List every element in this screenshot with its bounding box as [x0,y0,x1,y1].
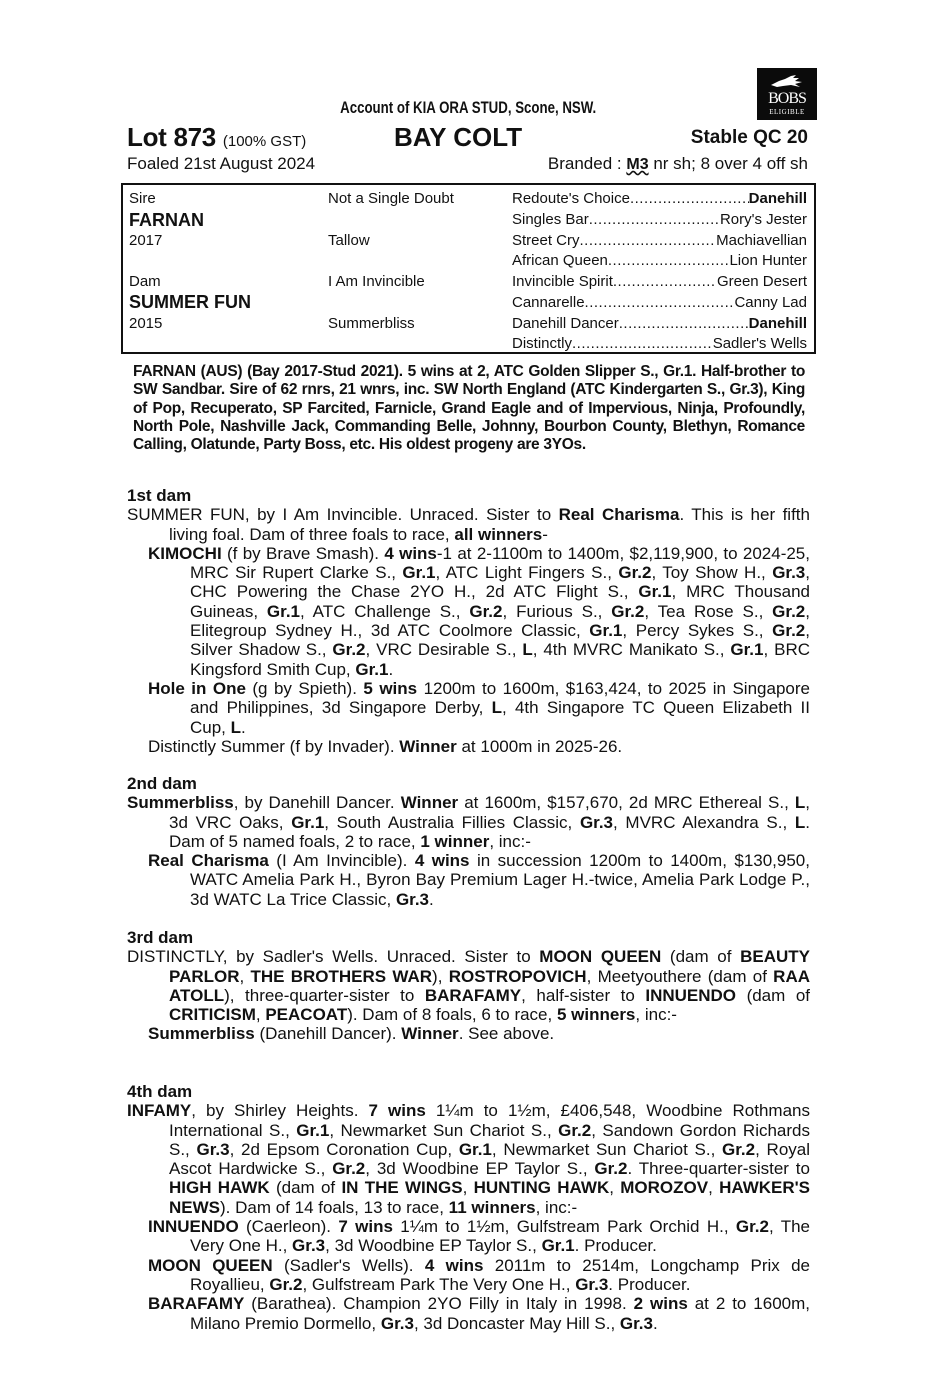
section-heading: 3rd dam [127,928,194,947]
gen3-row: African Queen ..... Lion Hunter [512,252,807,269]
logo-text-eligible: ELIGIBLE [769,108,805,116]
progeny-paragraph: Summerbliss (Danehill Dancer). Winner. See above. [148,1024,555,1044]
progeny-paragraph: Real Charisma (I Am Invincible). 4 wins in succession 1200m to 1400m, $130,950, WATC Amelia Park H., Byron Bay Premium Lager H.-twice, Amelia Park Lodge P., 3d WATC La Trice Classic, Gr.3. [148,851,810,909]
gen3-row: Invincible Spirit ..... Green Desert [512,273,807,290]
gen3-row: Redoute's Choice ..... Danehill [512,190,807,207]
progeny-paragraph: MOON QUEEN (Sadler's Wells). 4 wins 2011m to 2514m, Longchamp Prix de Royallieu, Gr.2, Gulfstream Park The Very One H., Gr.3. Producer. [148,1255,811,1294]
dam-section-2 [127,774,810,909]
dam-paragraph: INFAMY, by Shirley Heights. 7 wins 1¼m to 1½m, £406,548, Woodbine Rothmans International S., Gr.1, Newmarket Sun Chariot S., Gr.2, Sandown Gordon Richards S., Gr.3, 2d Epsom Coronation Cup, Gr.1, Newmarket Sun Chariot S., Gr.2, Royal Ascot Hardwicke S., Gr.2, 3d Woodbine EP Taylor S., Gr.2. Three-quarter-sister to HIGH HAWK (dam of IN THE WINGS, HUNTING HAWK, MOROZOV, HAWKER'S NEWS). Dam of 14 foals, 13 to race, 11 winners, inc:- [127,1101,811,1217]
gen3-row: Street Cry ..... Machiavellian [512,232,807,249]
progeny-paragraph: INNUENDO (Caerleon). 7 wins 1¼m to 1½m, Gulfstream Park Orchid H., Gr.2, The Very One H., Gr.3, 3d Woodbine EP Taylor S., Gr.1. Producer. [148,1217,811,1256]
gen3-row: Distinctly ..... Sadler's Wells [512,335,807,352]
logo-text-bobs: BOBS [768,90,806,107]
brand-info: Branded : M3 nr sh; 8 over 4 off sh [547,154,808,173]
sex-color: BAY COLT [394,122,523,152]
brand-mark: M3 [626,156,649,173]
dam-paragraph: DISTINCTLY, by Sadler's Wells. Unraced. Sister to MOON QUEEN (dam of BEAUTY PARLOR, THE BROTHERS WAR), ROSTROPOVICH, Meetyouthere (dam of RAA ATOLL), three-quarter-sister to BARAFAMY, half-sister to INNUENDO (dam of CRITICISM, PEACOAT). Dam of 8 foals, 6 to race, 5 winners, inc:- [127,947,811,1025]
section-body [127,505,810,756]
section-body [127,793,810,909]
lot-number: Lot 873 (100% GST) [127,122,307,152]
progeny-paragraph: Distinctly Summer (f by Invader). Winner at 1000m in 2025-26. [148,736,623,756]
stable-location: Stable QC 20 [690,127,808,148]
dam-sire: I Am Invincible [328,273,425,290]
section-heading: 1st dam [127,486,192,505]
sire-label: Sire [129,190,156,207]
gen3-row: Cannarelle ..... Canny Lad [512,294,807,311]
gen3-row: Singles Bar ..... Rory's Jester [512,211,807,228]
vendor-account: Account of KIA ORA STUD, Scone, NSW. [340,98,597,117]
sire-name: FARNAN [129,210,204,230]
section-body [127,947,810,1043]
dam-section-1 [127,486,810,756]
sire-dam: Tallow [328,232,370,249]
sire-year: 2017 [129,232,163,249]
dam-paragraph: Summerbliss, by Danehill Dancer. Winner at 1600m, $157,670, 2d MRC Ethereal S., L, 3d VRC Oaks, Gr.1, South Australia Fillies Classic, Gr.3, MVRC Alexandra S., L. Dam of 5 named foals, 2 to race, 1 winner, inc:- [127,793,810,851]
pedigree-table [121,183,816,354]
foaled-date: Foaled 21st August 2024 [127,154,316,173]
gen3-row: Danehill Dancer ..... Danehill [512,315,807,332]
dam-section-3 [127,928,810,1044]
section-heading: 2nd dam [127,774,197,793]
section-body [127,1101,810,1333]
dam-paragraph: SUMMER FUN, by I Am Invincible. Unraced. Sister to Real Charisma. This is her fifth living foal. Dam of three foals to race, all winners- [127,505,810,544]
dam-year: 2015 [129,315,163,332]
horse-head-icon [769,73,805,91]
dam-dam: Summerbliss [328,315,415,332]
progeny-paragraph: KIMOCHI (f by Brave Smash). 4 wins-1 at 2-1100m to 1400m, $2,119,900, to 2024-25, MRC Sir Rupert Clarke S., Gr.1, ATC Light Fingers S., Gr.2, Toy Show H., Gr.3, CHC Powering the Chase 2YO H., 2d ATC Flight S., Gr.1, MRC Thousand Guineas, Gr.1, ATC Challenge S., Gr.2, Furious S., Gr.2, Tea Rose S., Gr.2, Elitegroup Sydney H., 3d ATC Coolmore Classic, Gr.1, Percy Sykes S., Gr.2, Silver Shadow S., Gr.2, VRC Desirable S., L, 4th MVRC Manikato S., Gr.1, BRC Kingsford Smith Cup, Gr.1. [148,543,811,679]
sire-sire: Not a Single Doubt [328,190,454,207]
dam-label: Dam [129,273,161,290]
section-heading: 4th dam [127,1082,193,1101]
progeny-paragraph: BARAFAMY (Barathea). Champion 2YO Filly in Italy in 1998. 2 wins at 2 to 1600m, Milano Premio Dormello, Gr.3, 3d Doncaster May Hill S., Gr.3. [148,1294,811,1333]
lot-header [127,122,810,152]
dam-section-4 [127,1082,810,1333]
sire-summary: FARNAN (AUS) (Bay 2017-Stud 2021). 5 wins at 2, ATC Golden Slipper S., Gr.1. Half-brother to SW Sandbar. Sire of 62 rnrs, 21 wnrs, inc. SW North England (ATC Kindergarten S., Gr.3), King of Pop, Recuperato, SP Farcited, Farnicle, Grand Eagle and of Impervious, Ninja, Profoundly, North Pole, Nashville Jack, Commanding Belle, Johnny, Bourbon County, Blethyn, Romance Calling, Olatunde, Party Boss, etc. His oldest progeny are 3YOs. [133,363,805,454]
dam-name: SUMMER FUN [129,292,251,312]
gst-note: (100% GST) [222,133,307,150]
progeny-paragraph: Hole in One (g by Spieth). 5 wins 1200m to 1600m, $163,424, to 2025 in Singapore and Philippines, 3d Singapore Derby, L, 4th Singapore TC Queen Elizabeth II Cup, L. [148,678,810,737]
